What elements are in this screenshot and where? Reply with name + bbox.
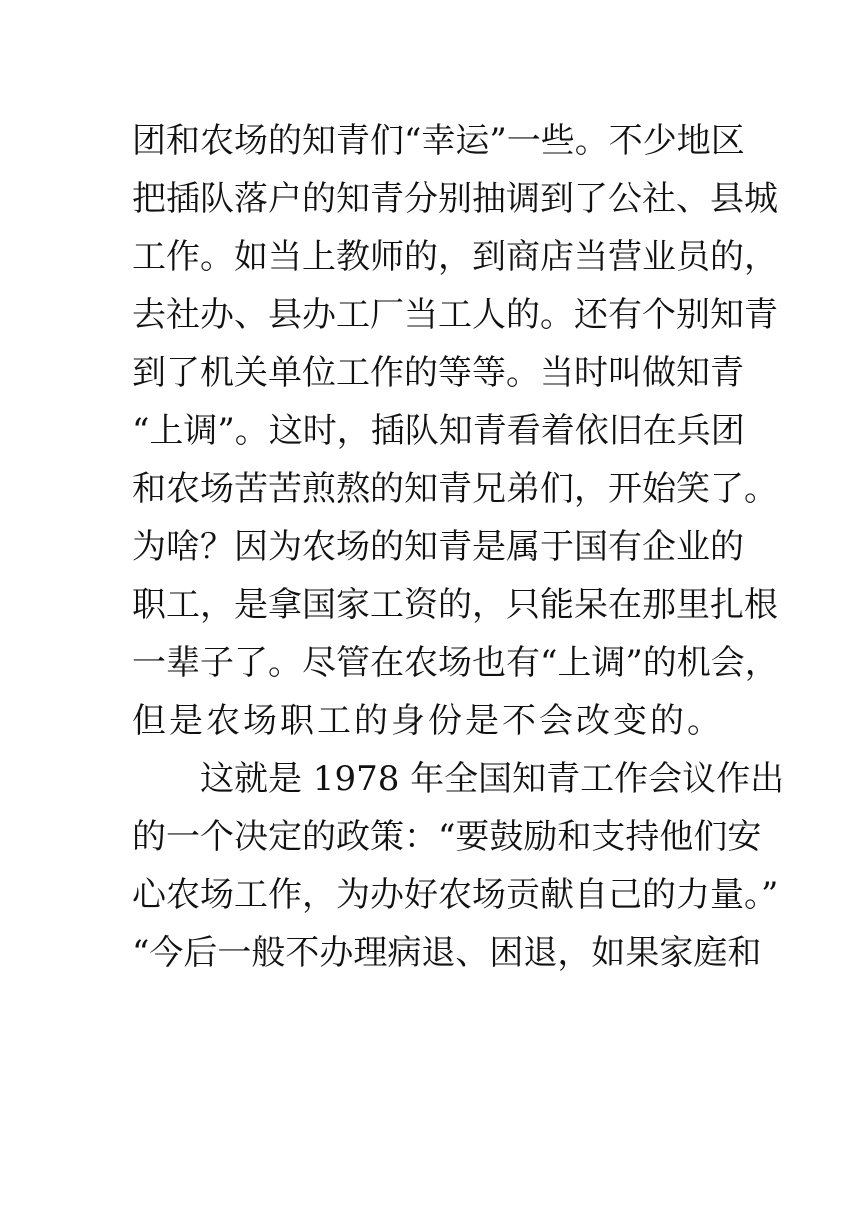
text-line: 一辈子了。尽管在农场也有“上调”的机会，	[132, 643, 779, 683]
text-line: 把插队落户的知青分别抽调到了公社、县城	[132, 179, 778, 219]
text-line: 的一个决定的政策：“要鼓励和支持他们安	[132, 817, 762, 857]
paragraph-start-line: 这就是 1978 年全国知青工作会议作出	[200, 759, 785, 799]
text-line: 为啥？因为农场的知青是属于国有企业的	[132, 527, 744, 567]
text-line: “上调”。这时，插队知青看着依旧在兵团	[132, 411, 745, 451]
paragraph-end-line: 但是农场职工的身份是不会改变的。	[132, 701, 724, 741]
text-line: 团和农场的知青们“幸运”一些。不少地区	[132, 121, 745, 161]
text-line: 去社办、县办工厂当工人的。还有个别知青	[132, 295, 778, 335]
text-line: “今后一般不办理病退、困退，如果家庭和	[132, 933, 762, 973]
text-line: 和农场苦苦煎熬的知青兄弟们，开始笑了。	[132, 469, 778, 509]
text-line: 工作。如当上教师的，到商店当营业员的，	[132, 237, 778, 277]
body-text	[132, 112, 785, 982]
text-line: 心农场工作，为办好农场贡献自己的力量。”	[132, 875, 779, 915]
text-line: 职工，是拿国家工资的，只能呆在那里扎根	[132, 585, 778, 625]
text-line: 到了机关单位工作的等等。当时叫做知青	[132, 353, 744, 393]
